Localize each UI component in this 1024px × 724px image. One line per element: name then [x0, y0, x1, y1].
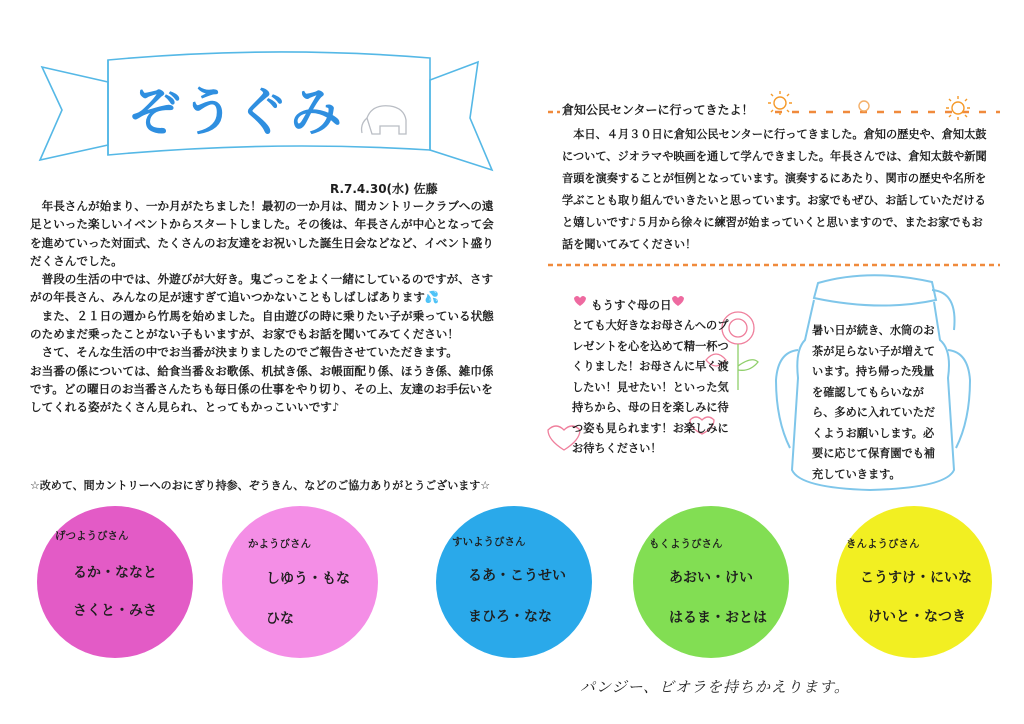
thanks-note: ☆改めて、間カントリーへのおにぎり持参、ぞうきん、などのご協力ありがとうございます☆ [30, 479, 491, 492]
paragraph: お当番の係については、給食当番＆お歌係、机拭き係、お帳面配り係、ほうき係、雑巾係です。どの曜日のお当番さんたちも毎日係の仕事をやり切り、その上、友達のお手伝いをしてくれる姿がたくさん見られ、とってもかっこいいです♪ [30, 363, 494, 415]
paragraph: 普段の生活の中では、外遊びが大好き。鬼ごっこをよく一緒にしているのですが、さすがの年長さん、みんなの足が速すぎて追いつかないこともしばしばあります💦 [30, 272, 494, 305]
main-article [30, 197, 500, 417]
news-title: 倉知公民センターに行ってきたよ！ [562, 103, 754, 117]
duty-circle-monday [37, 506, 193, 658]
duty-names-line1: しゆう・もな [266, 571, 350, 587]
duty-circle-friday [836, 506, 992, 658]
duty-circle-tuesday [222, 506, 378, 658]
duty-names-line1: るか・ななと [73, 565, 157, 581]
duty-names-line1: あおい・けい [669, 570, 753, 586]
duty-day-label: すいようびさん [452, 536, 526, 548]
paragraph: 年長さんが始まり、一か月がたちました！最初の一か月は、間カントリークラブへの遠足といった楽しいイベントからスタートしました。その後は、年長さんが中心となって会を進めていった対面式、たくさんのお友達をお祝いした誕生日会などなど、イベント盛りだくさんでした。 [30, 199, 494, 268]
duty-day-label: もくようびさん [649, 538, 723, 550]
duty-names-line2: はるま・おとは [669, 610, 767, 626]
handwritten-note: パンジー、ビオラを持ちかえります。 [580, 678, 850, 696]
sun-icon [768, 91, 970, 120]
duty-day-label: きんようびさん [846, 538, 920, 550]
duty-names-line1: こうすけ・にいな [860, 570, 972, 586]
page-title: ぞうぐみ [128, 83, 345, 143]
duty-names-line2: まひろ・なな [468, 609, 552, 625]
duty-circle-wednesday [436, 506, 592, 658]
duty-day-label: かようびさん [248, 538, 311, 550]
duty-names-line1: るあ・こうせい [468, 568, 566, 584]
duty-names-line2: ひな [266, 611, 294, 627]
water-bottle-note: 暑い日が続き、水筒のお茶が足らない子が増えています。持ち帰った残量を確認してもらいながら、多めに入れていただくようお願いします。必要に応じて保育園でも補充していきます。 [812, 324, 936, 481]
elephant-icon [362, 106, 406, 134]
duty-day-label: げつようびさん [55, 530, 129, 542]
duty-names-line2: さくと・みさ [73, 603, 157, 619]
duty-names-line2: けいと・なつき [868, 609, 966, 625]
news-body: 本日、４月３０日に倉知公民センターに行ってきました。倉知の歴史や、倉知太鼓について、ジオラマや映画を通して学んできました。年長さんでは、倉知太鼓や新聞音頭を演奏することが恒例となっています。演奏するにあたり、関市の歴史や名所を学ぶことも取り組んでいきたいと思っています。お家でもぜひ、お話していただけると嬉しいです♪５月から徐々に練習が始まっていくと思いますので、またお家でもお話を聞いてみてください！ [562, 128, 987, 251]
date-author: R.7.4.30(水) 佐藤 [330, 182, 438, 196]
mothers-day-body: とても大好きなお母さんへのプレゼントを心を込めて精一杯つくりました！お母さんに早く渡したい！見せたい！といった気持ちから、母の日を楽しみに待つ姿も見られます！お楽しみにお待ちください！ [572, 319, 729, 455]
paragraph: さて、そんな生活の中でお当番が決まりましたのでご報告させていただきます。 [30, 345, 458, 360]
duty-circle-thursday [633, 506, 789, 658]
mothers-day-title: もうすぐ母の日 [591, 298, 672, 312]
paragraph: また、２１日の週から竹馬を始めました。自由遊びの時に乗りたい子が乗っている状態のためまだ乗ったことがない子もいますが、お家でもお話を聞いてみてください！ [30, 308, 494, 342]
